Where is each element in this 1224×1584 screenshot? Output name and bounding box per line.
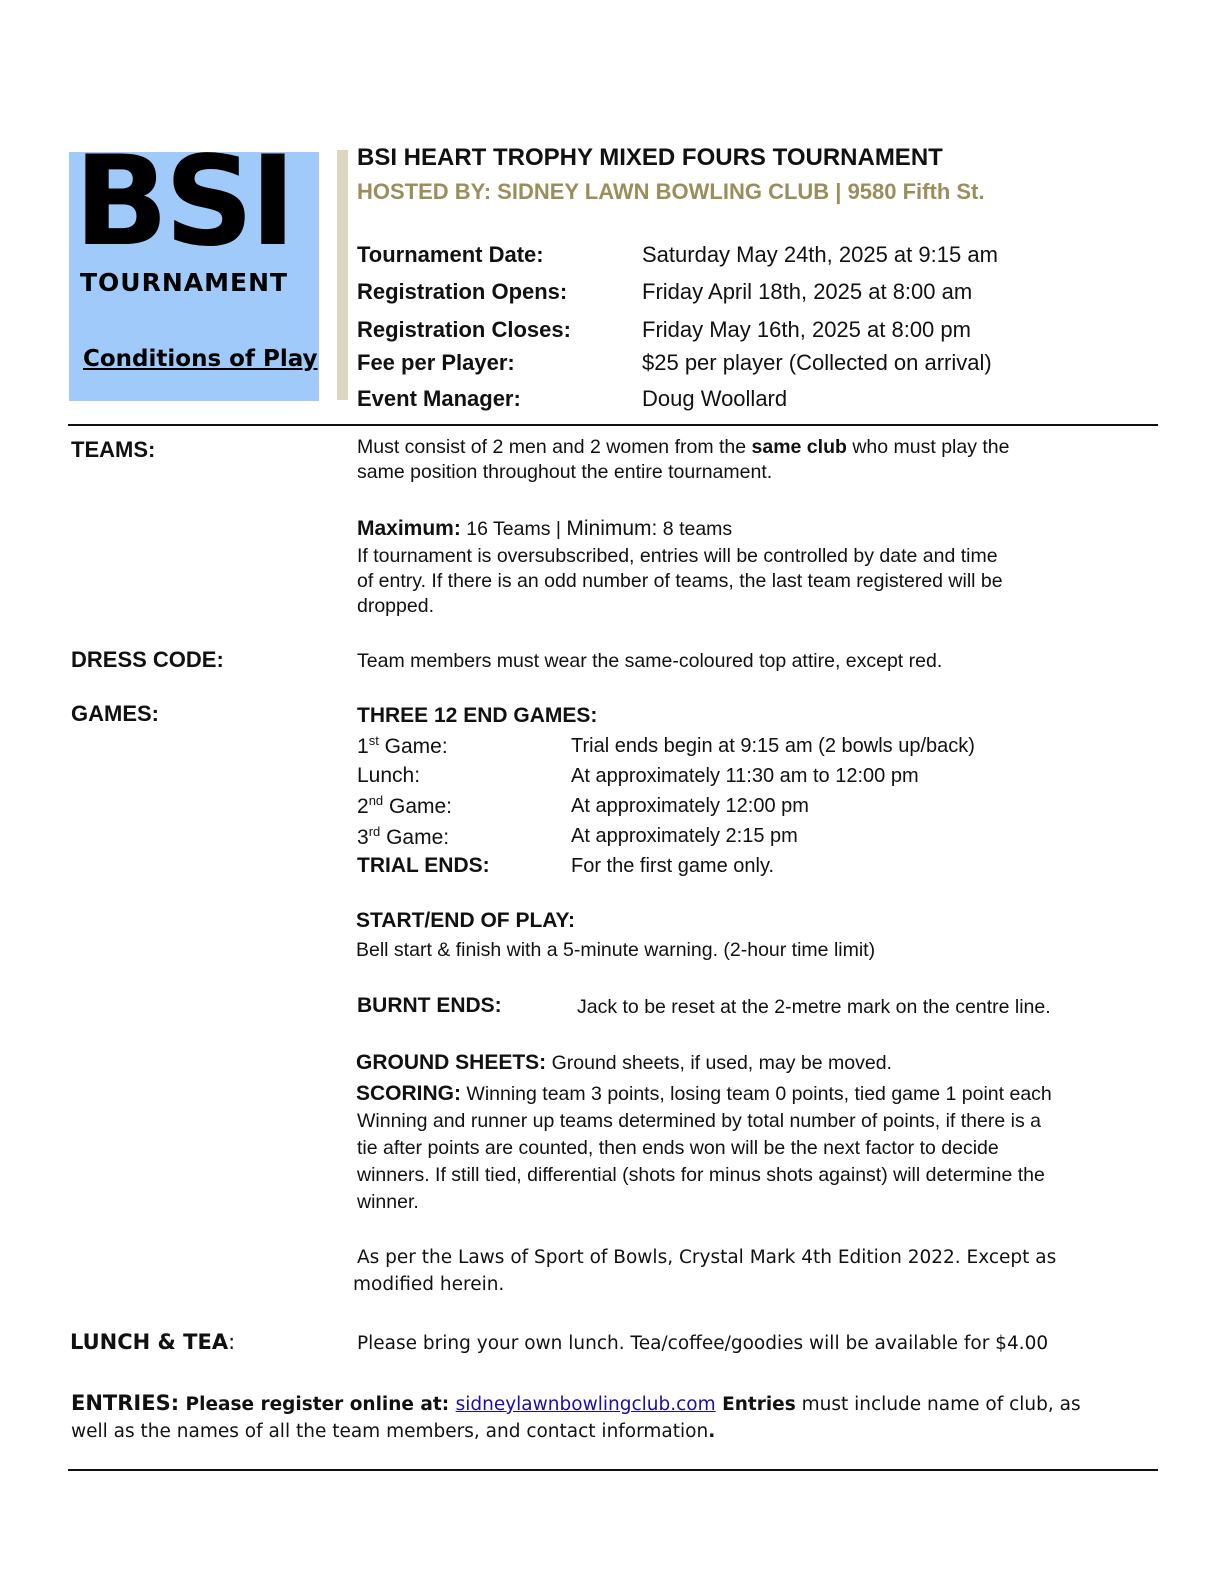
conditions-of-play-heading: Conditions of Play [83,346,318,372]
logo-bsi-text: BSI [74,130,292,274]
game-3-label: 3rd Game: [357,824,450,849]
registration-closes-label: Registration Closes: [357,317,571,342]
trial-ends-value: For the first game only. [571,855,775,877]
game-2-label: 2nd Game: [357,793,453,818]
logo-tournament-text: TOURNAMENT [80,268,289,297]
tournament-title: BSI HEART TROPHY MIXED FOURS TOURNAMENT [357,144,943,171]
fee-value: $25 per player (Collected on arrival) [642,350,992,375]
scoring-line-4: winners. If still tied, differential (shots for minus shots against) will determine the [357,1164,1045,1186]
game-1-label: 1st Game: [357,733,448,758]
trial-ends-label: TRIAL ENDS: [357,854,490,877]
scoring-line-3: tie after points are counted, then ends won will be the next factor to decide [357,1137,999,1159]
ground-sheets: GROUND SHEETS: Ground sheets, if used, may be moved. [356,1051,892,1074]
game-3-value: At approximately 2:15 pm [571,825,798,847]
top-divider [68,424,1158,426]
tournament-date-value: Saturday May 24th, 2025 at 9:15 am [642,242,998,267]
scoring-line-2: Winning and runner up teams determined by total number of points, if there is a [357,1110,1041,1132]
lunch-tea-text: Please bring your own lunch. Tea/coffee/goodies will be available for $4.00 [357,1333,1049,1354]
teams-label: TEAMS: [71,437,156,462]
registration-opens-value: Friday April 18th, 2025 at 8:00 am [642,279,973,304]
scoring-line-5: winner. [357,1191,419,1213]
host-subtitle: HOSTED BY: SIDNEY LAWN BOWLING CLUB | 9580 Fifth St. [357,179,985,204]
laws-line-1: As per the Laws of Sport of Bowls, Crystal Mark 4th Edition 2022. Except as [357,1247,1057,1268]
lunch-schedule-label: Lunch: [357,764,421,787]
game-2-value: At approximately 12:00 pm [571,795,809,817]
registration-closes-value: Friday May 16th, 2025 at 8:00 pm [642,317,971,342]
bottom-divider [68,1469,1158,1471]
event-manager-value: Doug Woollard [642,386,788,411]
header-accent-bar [337,150,348,400]
start-end-heading: START/END OF PLAY: [356,909,575,932]
start-end-text: Bell start & finish with a 5-minute warning. (2-hour time limit) [356,939,876,961]
game-1-value: Trial ends begin at 9:15 am (2 bowls up/back) [571,735,975,757]
teams-line-1: Must consist of 2 men and 2 women from the same club who must play the [357,436,1010,458]
burnt-ends-label: BURNT ENDS: [357,994,502,1017]
lunch-schedule-value: At approximately 11:30 am to 12:00 pm [571,765,919,787]
lunch-tea-label: LUNCH & TEA: [70,1330,236,1354]
entries-line-1: ENTRIES: Please register online at: sidneylawnbowlingclub.com Entries must include name of club, as [71,1391,1081,1415]
games-heading: THREE 12 END GAMES: [357,704,598,727]
team-limits: Maximum: 16 Teams | Minimum: 8 teams [357,517,733,540]
oversubscribed-line-1: If tournament is oversubscribed, entries will be controlled by date and time [357,545,998,567]
oversubscribed-line-2: of entry. If there is an odd number of teams, the last team registered will be [357,570,1003,592]
tournament-date-label: Tournament Date: [357,242,544,267]
fee-label: Fee per Player: [357,350,515,375]
games-label: GAMES: [71,701,159,726]
event-manager-label: Event Manager: [357,386,521,411]
laws-line-2: modified herein. [353,1274,505,1295]
entries-line-2: well as the names of all the team members, and contact information. [71,1421,716,1442]
registration-opens-label: Registration Opens: [357,279,568,304]
dress-code-text: Team members must wear the same-coloured top attire, except red. [357,650,943,672]
teams-line-2: same position throughout the entire tournament. [357,461,773,483]
registration-link[interactable]: sidneylawnbowlingclub.com [455,1394,716,1415]
scoring: SCORING: Winning team 3 points, losing team 0 points, tied game 1 point each [356,1082,1052,1105]
burnt-ends-value: Jack to be reset at the 2-metre mark on the centre line. [577,996,1051,1018]
oversubscribed-line-3: dropped. [357,595,434,617]
dress-code-label: DRESS CODE: [71,647,224,672]
